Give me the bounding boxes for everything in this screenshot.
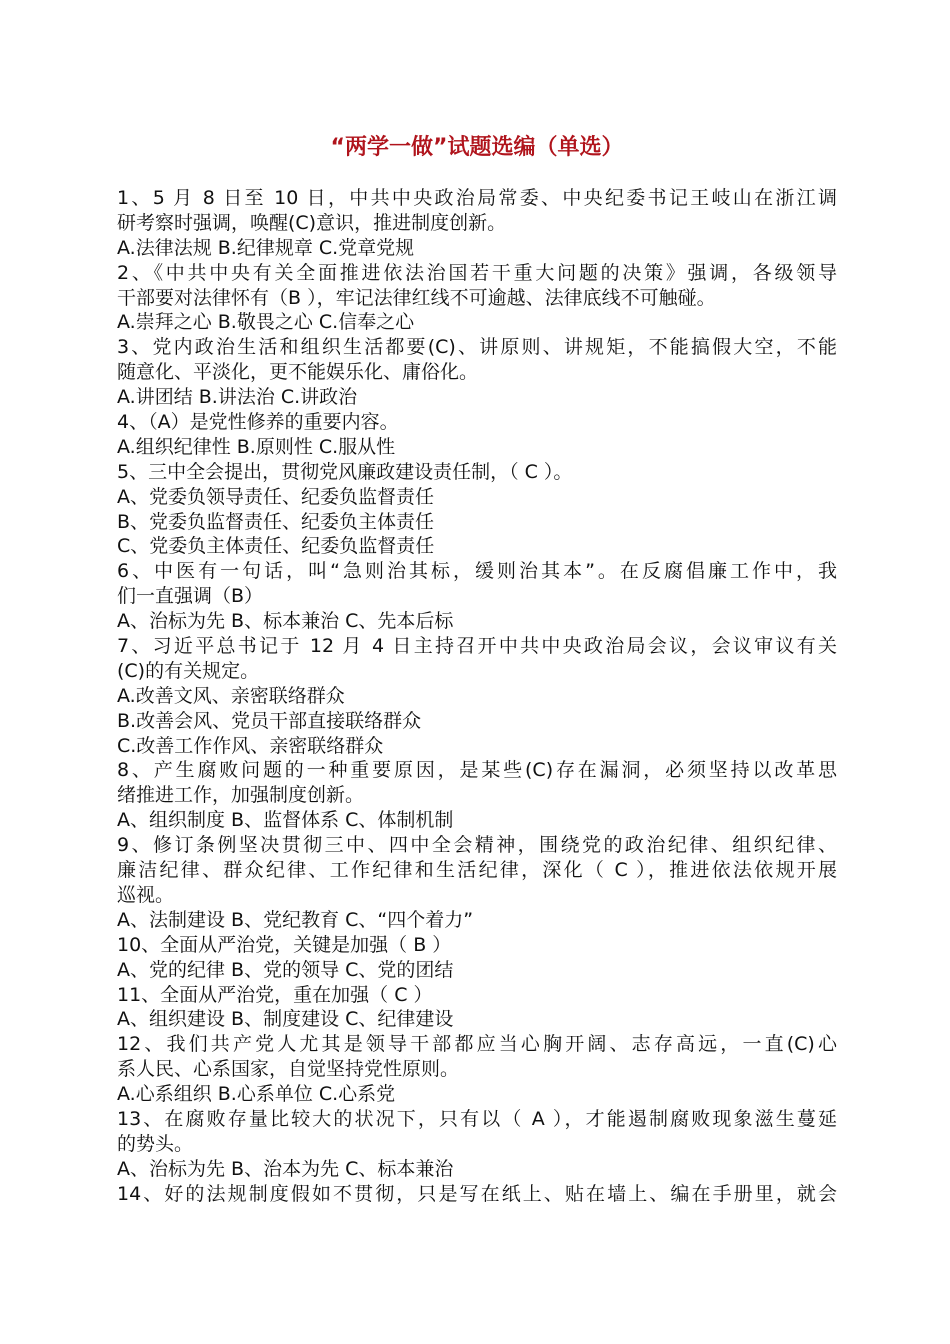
text-line: 8、产生腐败问题的一种重要原因，是某些(C)存在漏洞，必须坚持以改革思: [117, 759, 837, 782]
text-line: A、组织建设 B、制度建设 C、纪律建设: [117, 1008, 454, 1031]
text-line: 廉洁纪律、群众纪律、工作纪律和生活纪律，深化（ C ），推进依法依规开展: [117, 859, 837, 882]
text-line: C、党委负主体责任、纪委负监督责任: [117, 535, 435, 558]
text-line: (C)的有关规定。: [117, 659, 260, 682]
text-line: A、党委负领导责任、纪委负监督责任: [117, 485, 434, 508]
text-line: 10、全面从严治党，关键是加强（ B ）: [117, 933, 452, 956]
text-line: A.法律法规 B.纪律规章 C.党章党规: [117, 236, 415, 259]
text-line: 们一直强调（B）: [117, 585, 264, 608]
text-line: A、组织制度 B、监督体系 C、体制机制: [117, 809, 454, 832]
text-line: 7、习近平总书记于 12 月 4 日主持召开中共中央政治局会议，会议审议有关: [117, 635, 837, 658]
text-line: 2、《中共中央有关全面推进依法治国若干重大问题的决策》强调，各级领导: [117, 261, 837, 284]
text-line: 12、我们共产党人尤其是领导干部都应当心胸开阔、志存高远，一直(C)心: [117, 1033, 837, 1056]
text-line: 绪推进工作，加强制度创新。: [117, 784, 365, 807]
text-line: 1、5 月 8 日至 10 日，中共中央政治局常委、中央纪委书记王岐山在浙江调: [117, 187, 837, 209]
text-line: A、治标为先 B、治本为先 C、标本兼治: [117, 1157, 454, 1180]
text-line: A.改善文风、亲密联络群众: [117, 684, 345, 707]
document-title: “两学一做”试题选编（单选）: [330, 135, 624, 160]
text-line: C.改善工作作风、亲密联络群众: [117, 734, 384, 757]
text-line: A.组织纪律性 B.原则性 C.服从性: [117, 435, 396, 458]
document-body: [117, 186, 837, 1207]
text-line: A.讲团结 B.讲法治 C.讲政治: [117, 386, 358, 409]
text-line: 系人民、心系国家，自觉坚持党性原则。: [117, 1058, 460, 1081]
text-line: A.崇拜之心 B.敬畏之心 C.信奉之心: [117, 311, 415, 334]
text-line: 11、全面从严治党，重在加强（ C ）: [117, 983, 433, 1006]
text-line: 干部要对法律怀有（B ），牢记法律红线不可逾越、法律底线不可触碰。: [117, 286, 716, 309]
text-line: B、党委负监督责任、纪委负主体责任: [117, 510, 435, 533]
text-line: 14、好的法规制度假如不贯彻，只是写在纸上、贴在墙上、编在手册里，就会: [117, 1182, 837, 1205]
text-line: 巡视。: [117, 883, 175, 906]
text-line: 6、中医有一句话，叫“急则治其标，缓则治其本”。在反腐倡廉工作中，我: [117, 560, 837, 583]
text-line: A、法制建设 B、党纪教育 C、“四个着力”: [117, 908, 474, 931]
text-line: 9、修订条例坚决贯彻三中、四中全会精神，围绕党的政治纪律、组织纪律、: [117, 834, 837, 857]
text-line: 3、党内政治生活和组织生活都要(C)、讲原则、讲规矩，不能搞假大空，不能: [117, 336, 837, 359]
text-line: B.改善会风、党员干部直接联络群众: [117, 709, 422, 732]
text-line: 随意化、平淡化，更不能娱乐化、庸俗化。: [117, 361, 479, 384]
text-line: 13、在腐败存量比较大的状况下，只有以（ A ），才能遏制腐败现象滋生蔓延: [117, 1107, 837, 1130]
text-line: A.心系组织 B.心系单位 C.心系党: [117, 1083, 396, 1106]
text-line: 的势头。: [117, 1132, 194, 1155]
text-line: 4、（A）是党性修养的重要内容。: [117, 411, 399, 434]
text-line: 研考察时强调，唤醒(C)意识，推进制度创新。: [117, 211, 507, 234]
text-line: A、治标为先 B、标本兼治 C、先本后标: [117, 610, 454, 633]
text-line: A、党的纪律 B、党的领导 C、党的团结: [117, 958, 454, 981]
text-line: 5、三中全会提出，贯彻党风廉政建设责任制，（ C ）。: [117, 460, 573, 483]
